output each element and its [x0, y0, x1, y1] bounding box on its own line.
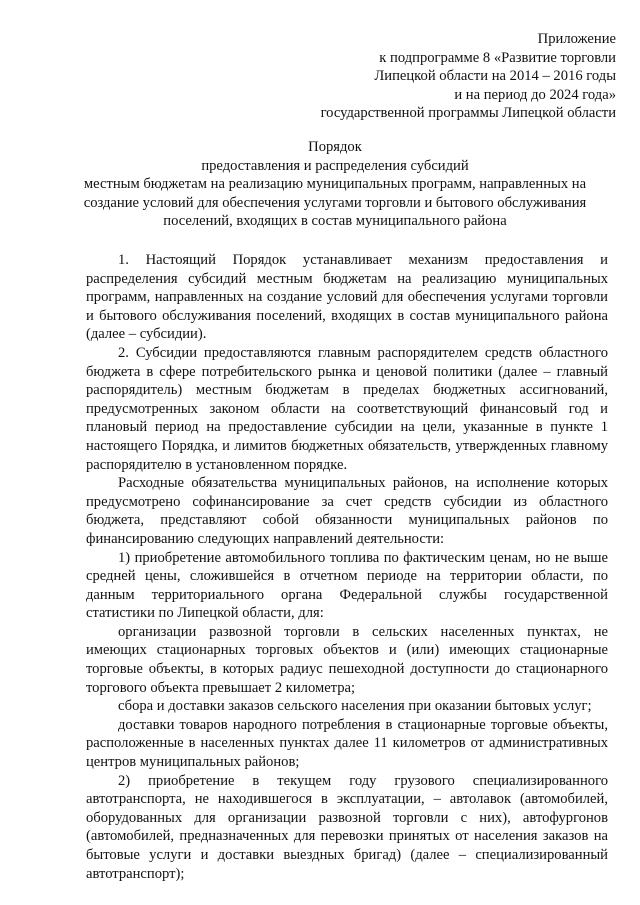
appendix-line: Приложение — [537, 31, 616, 47]
appendix-line: Липецкой области на 2014 – 2016 годы — [374, 68, 616, 85]
paragraph-6: сбора и доставки заказов сельского населения при оказании бытовых услуг; — [118, 698, 592, 715]
appendix-block — [276, 30, 616, 123]
paragraph-5: организации развозной торговли в сельских населенных пунктах, не имеющих стационарных торговых объектов и (или) имеющих стационарные торговые объекты, в которых радиус пешеходной доступности до стационарного торгового объекта превышает 2 километра; — [86, 623, 608, 696]
title-line: предоставления и распределения субсидий — [201, 157, 469, 174]
document-title — [70, 138, 600, 231]
document-body — [86, 251, 608, 883]
title-line: создание условий для обеспечения услугами торговли и бытового обслуживания — [83, 194, 587, 211]
title-line: Порядок — [308, 139, 362, 155]
title-line: местным бюджетам на реализацию муниципальных программ, направленных на — [83, 176, 587, 193]
appendix-line: к подпрограмме 8 «Развитие торговли — [379, 49, 616, 66]
paragraph-8: 2) приобретение в текущем году грузового специализированного автотранспорта, не находившегося в эксплуатации, – автолавок (автомобилей, оборудованных для организации развозной торговли с них), автофургонов (автомобилей, предназначенных для перевозки принятых от населения заказов на бытовые услуги и доставки выездных бригад) (далее – специализированный автотранспорт); — [86, 772, 608, 882]
appendix-line: государственной программы Липецкой области — [320, 105, 616, 122]
title-line: поселений, входящих в состав муниципального района — [163, 213, 507, 230]
paragraph-1: 1. Настоящий Порядок устанавливает механизм предоставления и распределения субсидий местным бюджетам на реализацию муниципальных программ, направленных на создание условий для обеспечения услугами торговли и бытового обслуживания поселений, входящих в состав муниципального района (далее – субсидии). — [86, 252, 608, 343]
appendix-line: и на период до 2024 года» — [454, 86, 616, 103]
paragraph-4: 1) приобретение автомобильного топлива по фактическим ценам, но не выше средней цены, сложившейся в отчетном периоде на территории области, по данным территориального органа Федеральной службы государственной статистики по Липецкой области, для: — [86, 549, 608, 622]
paragraph-7: доставки товаров народного потребления в стационарные торговые объекты, расположенные в населенных пунктах далее 11 километров от административных центров муниципальных районов; — [86, 716, 608, 771]
paragraph-3: Расходные обязательства муниципальных районов, на исполнение которых предусмотрено софинансирование за счет средств субсидии из областного бюджета, представляют собой обязанности муниципальных районов по финансированию следующих направлений деятельности: — [86, 475, 608, 547]
paragraph-2: 2. Субсидии предоставляются главным распорядителем средств областного бюджета в сфере потребительского рынка и ценовой политики (далее – главный распорядитель) местным бюджетам в пределах бюджетных ассигнований, предусмотренных законом области на соответствующий финансовый год и плановый период на предоставление субсидии на цели, указанные в пункте 1 настоящего Порядка, и лимитов бюджетных обязательств, утвержденных главному распорядителю в установленном порядке. — [86, 344, 608, 473]
